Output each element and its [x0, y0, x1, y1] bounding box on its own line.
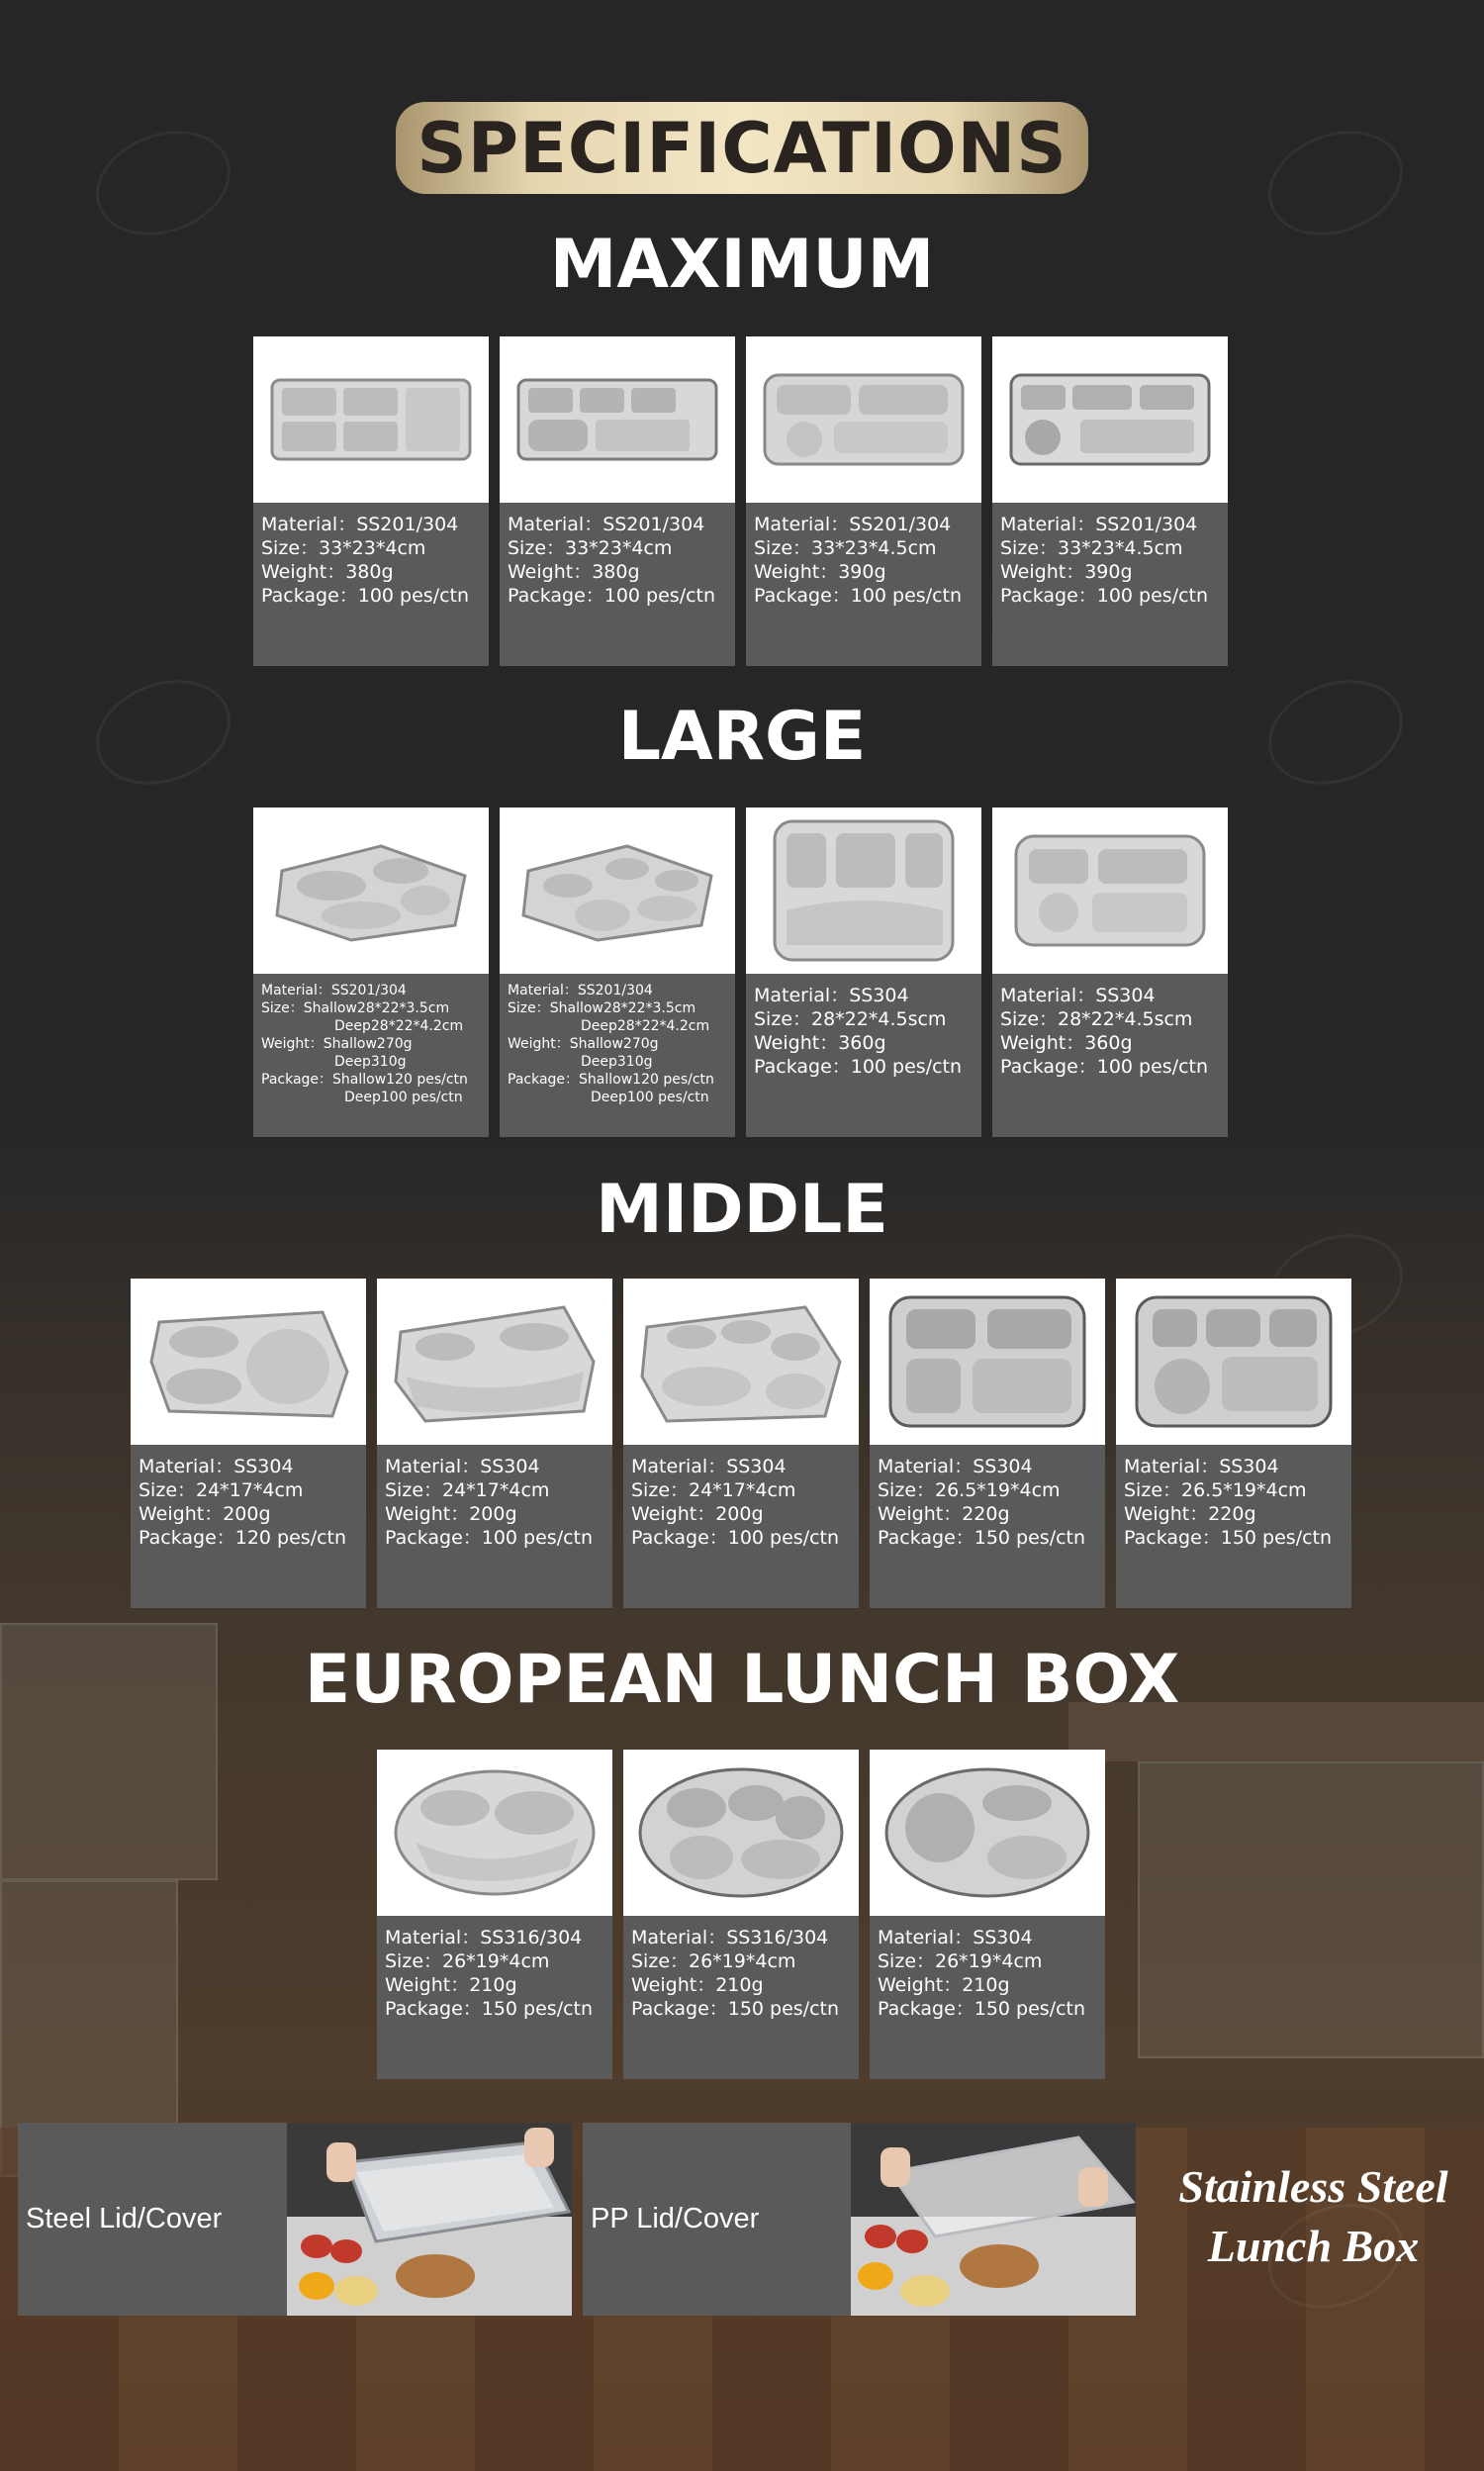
tray-photo [992, 336, 1228, 503]
product-card [992, 336, 1228, 666]
spec-text [746, 503, 981, 608]
tray-photo [253, 336, 489, 503]
steel-lid-photo [287, 2123, 572, 2316]
tray-photo [623, 1750, 859, 1916]
spec-material: Material：SS304 [754, 985, 909, 1006]
spec-size: Size：28*22*4.5scm [1000, 1008, 1193, 1030]
spec-package: Package：100 pes/ctn [631, 1527, 840, 1549]
spec-package: Package：100 pes/ctn [1000, 585, 1209, 607]
spec-weight: Weight：200g [385, 1503, 517, 1525]
product-card [623, 1750, 859, 2079]
spec-text [253, 503, 489, 608]
spec-size: Size：33*23*4.5cm [1000, 537, 1183, 559]
spec-weight: Weight：210g [878, 1974, 1010, 1996]
spec-weight: Weight：380g [261, 561, 394, 583]
spec-size: Size：26.5*19*4cm [1124, 1479, 1307, 1501]
spec-weight-deep: Deep310g [334, 1054, 407, 1070]
spec-material: Material：SS201/304 [261, 983, 407, 998]
product-card [377, 1279, 612, 1608]
kitchen-cabinet-right [1138, 1761, 1484, 2058]
spec-weight: Weight：Shallow270g [261, 1036, 413, 1052]
tray-photo [870, 1279, 1105, 1445]
product-card [131, 1279, 366, 1608]
tray-photo [992, 808, 1228, 974]
spec-package: Package：150 pes/ctn [1124, 1527, 1333, 1549]
spec-size: Size：33*23*4.5cm [754, 537, 937, 559]
spec-weight-deep: Deep310g [581, 1054, 653, 1070]
slogan-line-2: Lunch Box [1207, 2221, 1420, 2271]
pp-lid-photo [851, 2123, 1136, 2316]
spec-material: Material：SS304 [878, 1927, 1033, 1948]
tray-photo [746, 336, 981, 503]
spec-size: Size：26*19*4cm [385, 1950, 550, 1972]
product-card [870, 1279, 1105, 1608]
spec-text [1116, 1445, 1351, 1550]
spec-text [253, 974, 489, 1106]
spec-weight: Weight：390g [754, 561, 886, 583]
spec-material: Material：SS201/304 [1000, 514, 1198, 535]
spec-text [131, 1445, 366, 1550]
spec-size: Size：Shallow28*22*3.5cm [508, 1000, 696, 1016]
spec-size-deep: Deep28*22*4.2cm [334, 1018, 464, 1034]
product-card [746, 808, 981, 1137]
tray-photo [500, 336, 735, 503]
spec-size: Size：26*19*4cm [631, 1950, 796, 1972]
spec-size: Size：24*17*4cm [631, 1479, 796, 1501]
spec-package: Package：100 pes/ctn [261, 585, 470, 607]
spec-package: Package：100 pes/ctn [754, 585, 963, 607]
spec-weight: Weight：200g [139, 1503, 271, 1525]
spec-text [870, 1445, 1105, 1550]
spec-size: Size：26*19*4cm [878, 1950, 1043, 1972]
section-title-maximum: MAXIMUM [549, 226, 935, 304]
spec-size: Size：24*17*4cm [385, 1479, 550, 1501]
spec-weight: Weight：210g [631, 1974, 764, 1996]
section-title-large: LARGE [617, 698, 867, 776]
spec-text [992, 974, 1228, 1079]
spec-material: Material：SS304 [631, 1456, 787, 1477]
product-card [992, 808, 1228, 1137]
spec-weight: Weight：380g [508, 561, 640, 583]
steel-lid-panel [18, 2123, 572, 2316]
spec-material: Material：SS201/304 [261, 514, 459, 535]
spec-size: Size：28*22*4.5scm [754, 1008, 947, 1030]
spec-weight: Weight：210g [385, 1974, 517, 1996]
spec-material: Material：SS201/304 [754, 514, 952, 535]
spec-package: Package：100 pes/ctn [385, 1527, 594, 1549]
spec-size: Size：26.5*19*4cm [878, 1479, 1061, 1501]
spec-text [500, 974, 735, 1106]
product-card [253, 808, 489, 1137]
spec-weight: Weight：Shallow270g [508, 1036, 659, 1052]
spec-material: Material：SS304 [1124, 1456, 1279, 1477]
spec-package-deep: Deep100 pes/ctn [591, 1090, 709, 1105]
specifications-banner [396, 102, 1088, 194]
spec-weight: Weight：360g [754, 1032, 886, 1054]
spec-material: Material：SS304 [878, 1456, 1033, 1477]
spec-material: Material：SS201/304 [508, 983, 653, 998]
spec-size: Size：33*23*4cm [261, 537, 426, 559]
spec-material: Material：SS316/304 [631, 1927, 829, 1948]
slogan-line-1: Stainless Steel [1178, 2161, 1448, 2212]
spec-size-deep: Deep28*22*4.2cm [581, 1018, 710, 1034]
spec-package: Package：150 pes/ctn [385, 1998, 594, 2020]
tray-photo [746, 808, 981, 974]
spec-package: Package：100 pes/ctn [508, 585, 716, 607]
spec-package: Package：150 pes/ctn [878, 1998, 1086, 2020]
pp-lid-panel [583, 2123, 1136, 2316]
spec-package: Package：Shallow120 pes/ctn [261, 1072, 468, 1088]
spec-weight: Weight：360g [1000, 1032, 1133, 1054]
spec-package: Package：100 pes/ctn [1000, 1056, 1209, 1078]
spec-text [623, 1445, 859, 1550]
spec-size: Size：Shallow28*22*3.5cm [261, 1000, 450, 1016]
spec-text [377, 1916, 612, 2021]
spec-weight: Weight：220g [878, 1503, 1010, 1525]
spec-package: Package：150 pes/ctn [631, 1998, 840, 2020]
spec-material: Material：SS304 [139, 1456, 294, 1477]
spec-text [870, 1916, 1105, 2021]
tray-photo [870, 1750, 1105, 1916]
steel-lid-label: Steel Lid/Cover [26, 2203, 223, 2234]
pp-lid-label: PP Lid/Cover [591, 2203, 760, 2234]
spec-size: Size：24*17*4cm [139, 1479, 304, 1501]
spec-text [500, 503, 735, 608]
product-card [1116, 1279, 1351, 1608]
product-card [870, 1750, 1105, 2079]
banner-title: SPECIFICATIONS [417, 107, 1067, 189]
product-card [500, 808, 735, 1137]
spec-package-deep: Deep100 pes/ctn [344, 1090, 463, 1105]
spec-weight: Weight：220g [1124, 1503, 1256, 1525]
spec-text [992, 503, 1228, 608]
tray-photo [131, 1279, 366, 1445]
spec-package: Package：120 pes/ctn [139, 1527, 347, 1549]
spec-weight: Weight：390g [1000, 561, 1133, 583]
spec-weight: Weight：200g [631, 1503, 764, 1525]
spec-package: Package：100 pes/ctn [754, 1056, 963, 1078]
spec-package: Package：Shallow120 pes/ctn [508, 1072, 714, 1088]
product-card [377, 1750, 612, 2079]
product-card [500, 336, 735, 666]
spec-package: Package：150 pes/ctn [878, 1527, 1086, 1549]
spec-text [377, 1445, 612, 1550]
tray-photo [500, 808, 735, 974]
spec-material: Material：SS201/304 [508, 514, 705, 535]
tray-photo [377, 1279, 612, 1445]
tray-photo [1116, 1279, 1351, 1445]
spec-material: Material：SS316/304 [385, 1927, 583, 1948]
tray-photo [623, 1279, 859, 1445]
spec-text [746, 974, 981, 1079]
spec-material: Material：SS304 [385, 1456, 540, 1477]
tray-photo [253, 808, 489, 974]
spec-text [623, 1916, 859, 2021]
section-title-european: EUROPEAN LUNCH BOX [304, 1641, 1180, 1719]
spec-material: Material：SS304 [1000, 985, 1156, 1006]
spec-size: Size：33*23*4cm [508, 537, 673, 559]
product-card [253, 336, 489, 666]
tray-photo [377, 1750, 612, 1916]
product-card [746, 336, 981, 666]
section-title-middle: MIDDLE [596, 1171, 888, 1249]
slogan [1143, 2157, 1484, 2276]
product-card [623, 1279, 859, 1608]
